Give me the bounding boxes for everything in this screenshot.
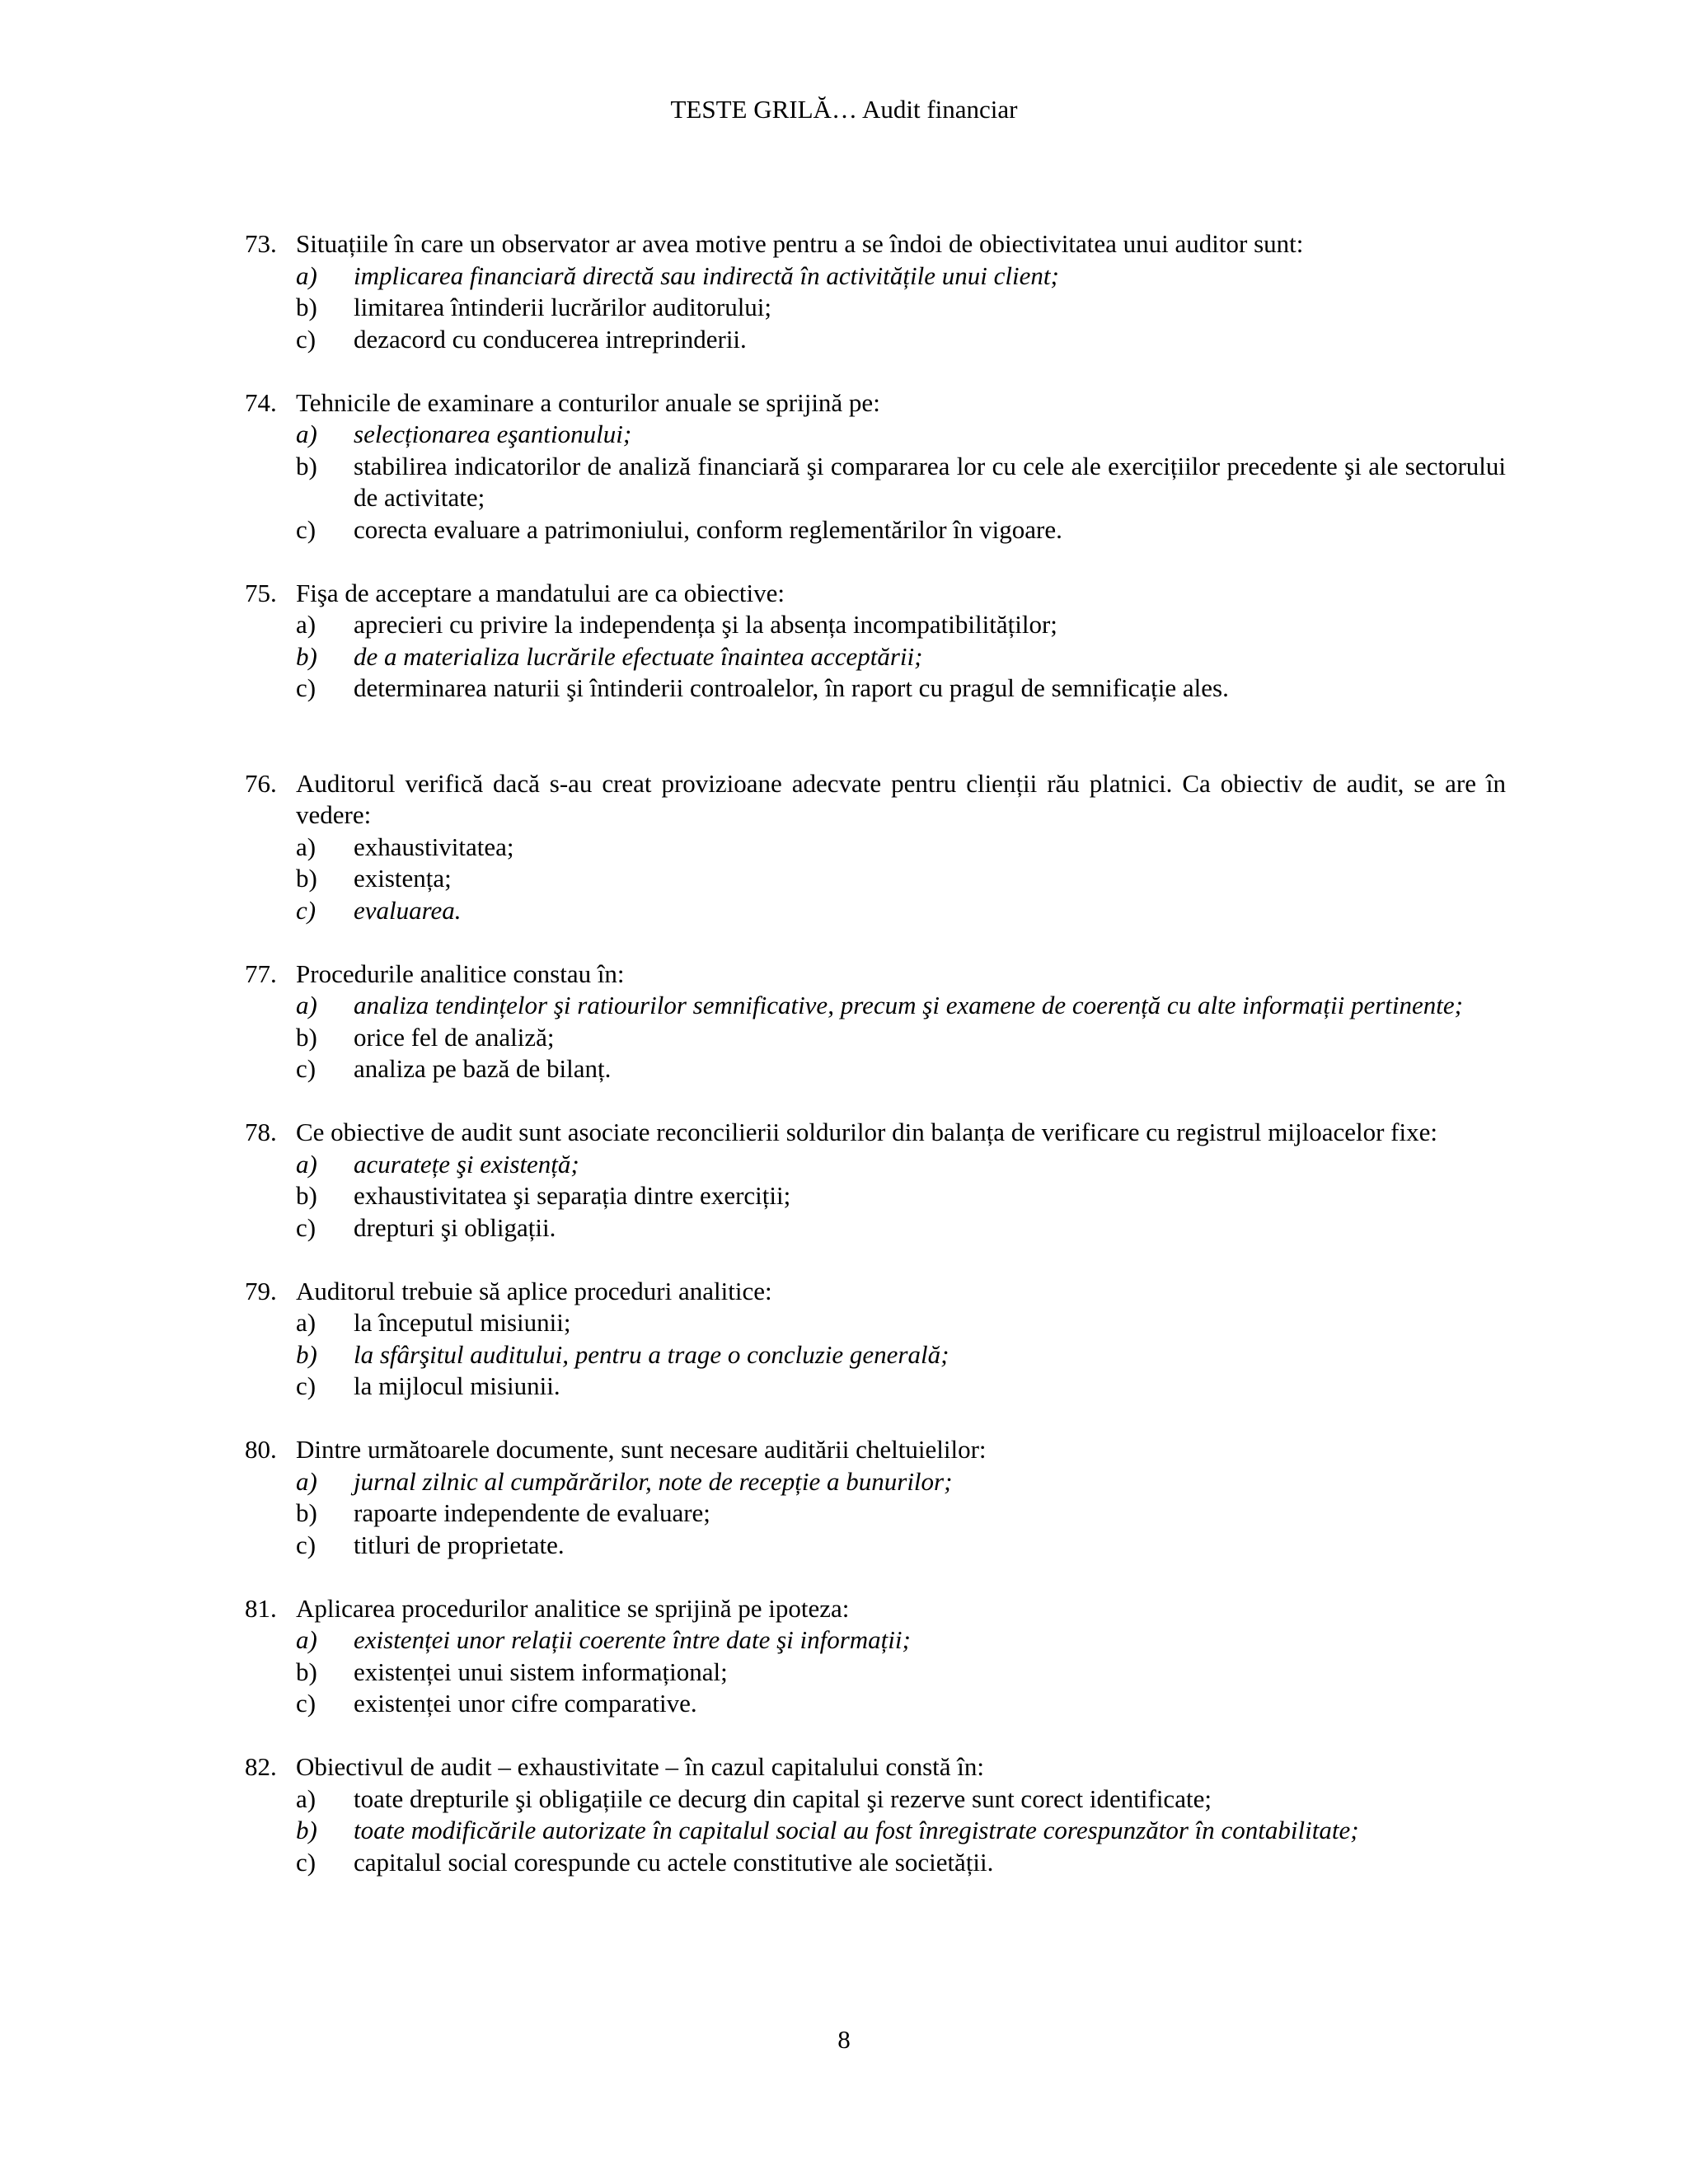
answer-letter: c) bbox=[296, 324, 316, 354]
answer-letter: b) bbox=[296, 641, 317, 671]
answer-letter: b) bbox=[296, 1022, 317, 1052]
question-number: 82. bbox=[245, 1752, 277, 1781]
question-text: Aplicarea procedurilor analitice se sprijină pe ipoteza: bbox=[296, 1593, 850, 1623]
answer-letter: c) bbox=[296, 1530, 316, 1559]
answer-option-correct bbox=[296, 1815, 1506, 1847]
question-text: Procedurile analitice constau în: bbox=[296, 958, 625, 988]
answer-letter: b) bbox=[296, 864, 317, 893]
answer-option bbox=[296, 1657, 1506, 1689]
answer-text: evaluarea. bbox=[354, 895, 462, 925]
answer-text: capitalul social corespunde cu actele constitutive ale societății. bbox=[354, 1847, 994, 1877]
answer-option-correct bbox=[296, 895, 1506, 927]
answer-list bbox=[296, 1149, 1506, 1244]
question-number: 75. bbox=[245, 578, 277, 607]
answer-text: rapoarte independente de evaluare; bbox=[354, 1498, 710, 1527]
answer-option-correct bbox=[296, 1466, 1506, 1498]
question-number: 81. bbox=[245, 1593, 277, 1623]
answer-text: existenței unor relații coerente între date şi informații; bbox=[354, 1625, 911, 1654]
question-row bbox=[245, 228, 1506, 260]
answer-letter: a) bbox=[296, 1308, 316, 1337]
question-number: 76. bbox=[245, 768, 277, 798]
answer-letter: a) bbox=[296, 832, 316, 861]
answer-text: toate drepturile şi obligațiile ce decurg din capital şi rezerve sunt corect identificate; bbox=[354, 1783, 1212, 1813]
answer-letter: c) bbox=[296, 1212, 316, 1242]
answer-letter: b) bbox=[296, 1498, 317, 1527]
answer-letter: c) bbox=[296, 514, 316, 544]
answer-text: jurnal zilnic al cumpărărilor, note de recepție a bunurilor; bbox=[354, 1466, 953, 1496]
answer-option bbox=[296, 1847, 1506, 1879]
answer-option bbox=[296, 863, 1506, 895]
answer-list bbox=[296, 832, 1506, 927]
question-row bbox=[245, 1117, 1506, 1149]
answer-option-correct bbox=[296, 990, 1506, 1022]
answer-letter: a) bbox=[296, 1783, 316, 1813]
answer-text: acuratețe şi existență; bbox=[354, 1149, 579, 1179]
answer-text: la sfârşitul auditului, pentru a trage o concluzie generală; bbox=[354, 1339, 950, 1369]
answer-option bbox=[296, 1307, 1506, 1339]
question-list bbox=[245, 228, 1506, 1910]
answer-option bbox=[296, 1053, 1506, 1085]
question-row bbox=[245, 578, 1506, 610]
answer-letter: c) bbox=[296, 1054, 316, 1083]
question-item bbox=[245, 387, 1506, 546]
question-row bbox=[245, 1593, 1506, 1625]
answer-option bbox=[296, 1783, 1506, 1816]
answer-letter: c) bbox=[296, 1371, 316, 1400]
question-number: 79. bbox=[245, 1276, 277, 1305]
question-number: 80. bbox=[245, 1435, 277, 1464]
answer-option bbox=[296, 451, 1506, 514]
answer-list bbox=[296, 609, 1506, 705]
question-number: 77. bbox=[245, 958, 277, 988]
question-number: 74. bbox=[245, 387, 277, 417]
question-number: 78. bbox=[245, 1118, 277, 1146]
answer-option bbox=[296, 1371, 1506, 1403]
answer-letter: b) bbox=[296, 293, 317, 321]
question-row bbox=[245, 768, 1506, 832]
answer-text: existenței unui sistem informațional; bbox=[354, 1657, 728, 1686]
answer-letter: c) bbox=[296, 895, 316, 925]
answer-letter: a) bbox=[296, 260, 317, 290]
question-text: Auditorul verifică dacă s-au creat provizioane adecvate pentru clienții rău platnici. Ca obiectiv de audit, se are în vedere: bbox=[296, 768, 1506, 829]
answer-text: toate modificările autorizate în capitalul social au fost înregistrate corespunzător în contabilitate; bbox=[354, 1816, 1359, 1844]
question-item bbox=[245, 768, 1506, 927]
answer-option bbox=[296, 1688, 1506, 1720]
answer-option bbox=[296, 673, 1506, 705]
question-item bbox=[245, 1117, 1506, 1244]
answer-option bbox=[296, 514, 1506, 546]
answer-list bbox=[296, 1466, 1506, 1562]
answer-text: limitarea întinderii lucrărilor auditorului; bbox=[354, 293, 772, 321]
answer-option bbox=[296, 324, 1506, 356]
answer-text: exhaustivitatea; bbox=[354, 832, 514, 861]
answer-option bbox=[296, 1530, 1506, 1562]
answer-option bbox=[296, 1180, 1506, 1212]
answer-text: titluri de proprietate. bbox=[354, 1530, 565, 1559]
question-text: Ce obiective de audit sunt asociate reconcilierii soldurilor din balanța de verificare cu registrul mijloacelor fixe: bbox=[296, 1118, 1437, 1146]
answer-text: corecta evaluare a patrimoniului, conform reglementărilor în vigoare. bbox=[354, 514, 1062, 544]
question-row bbox=[245, 1751, 1506, 1783]
question-item bbox=[245, 228, 1506, 355]
question-item bbox=[245, 1434, 1506, 1561]
answer-text: aprecieri cu privire la independența şi la absența incompatibilităților; bbox=[354, 610, 1057, 639]
question-text: Tehnicile de examinare a conturilor anuale se sprijină pe: bbox=[296, 387, 880, 417]
answer-option bbox=[296, 1212, 1506, 1244]
question-text: Obiectivul de audit – exhaustivitate – în cazul capitalului constă în: bbox=[296, 1752, 985, 1781]
answer-list bbox=[296, 990, 1506, 1085]
answer-text: existenței unor cifre comparative. bbox=[354, 1689, 697, 1718]
question-item bbox=[245, 578, 1506, 705]
answer-letter: c) bbox=[296, 1689, 316, 1718]
answer-list bbox=[296, 1783, 1506, 1879]
question-number: 73. bbox=[245, 229, 277, 258]
question-row bbox=[245, 1434, 1506, 1466]
answer-option bbox=[296, 1497, 1506, 1530]
question-row bbox=[245, 387, 1506, 419]
page-number: 8 bbox=[837, 2025, 851, 2054]
question-text: Situațiile în care un observator ar avea motive pentru a se îndoi de obiectivitatea unui auditor sunt: bbox=[296, 229, 1304, 258]
answer-option bbox=[296, 1022, 1506, 1054]
answer-text: la mijlocul misiunii. bbox=[354, 1371, 560, 1400]
answer-letter: c) bbox=[296, 1847, 316, 1877]
answer-letter: b) bbox=[296, 1181, 317, 1210]
answer-letter: a) bbox=[296, 1625, 317, 1654]
answer-text: de a materializa lucrările efectuate înaintea acceptării; bbox=[354, 641, 923, 671]
answer-option bbox=[296, 609, 1506, 641]
answer-text: analiza pe bază de bilanț. bbox=[354, 1054, 612, 1083]
answer-text: drepturi şi obligații. bbox=[354, 1212, 556, 1242]
answer-text: stabilirea indicatorilor de analiză financiară şi compararea lor cu cele ale exercițiilor precedente şi ale sectorului de activitate; bbox=[354, 451, 1506, 512]
answer-letter: a) bbox=[296, 991, 317, 1019]
question-item bbox=[245, 1276, 1506, 1403]
answer-letter: b) bbox=[296, 1339, 317, 1369]
question-item bbox=[245, 958, 1506, 1085]
answer-option-correct bbox=[296, 1339, 1506, 1371]
answer-letter: b) bbox=[296, 1657, 317, 1686]
answer-text: determinarea naturii şi întinderii controalelor, în raport cu pragul de semnificație ales. bbox=[354, 673, 1229, 702]
answer-option bbox=[296, 292, 1506, 324]
answer-list bbox=[296, 419, 1506, 546]
answer-letter: c) bbox=[296, 673, 316, 702]
question-text: Auditorul trebuie să aplice proceduri analitice: bbox=[296, 1276, 772, 1305]
answer-letter: a) bbox=[296, 419, 317, 448]
answer-option-correct bbox=[296, 260, 1506, 293]
answer-text: selecționarea eşantionului; bbox=[354, 419, 632, 448]
question-text: Fişa de acceptare a mandatului are ca obiective: bbox=[296, 578, 785, 607]
answer-option-correct bbox=[296, 1624, 1506, 1657]
answer-letter: a) bbox=[296, 610, 316, 639]
question-item bbox=[245, 1593, 1506, 1720]
answer-option-correct bbox=[296, 641, 1506, 673]
answer-text: orice fel de analiză; bbox=[354, 1022, 555, 1052]
answer-letter: a) bbox=[296, 1466, 317, 1496]
question-text: Dintre următoarele documente, sunt necesare auditării cheltuielilor: bbox=[296, 1435, 987, 1464]
question-item bbox=[245, 1751, 1506, 1878]
answer-text: existența; bbox=[354, 864, 452, 893]
page-header: TESTE GRILĂ… Audit financiar bbox=[670, 95, 1018, 124]
answer-letter: a) bbox=[296, 1149, 317, 1179]
answer-text: analiza tendințelor şi ratiourilor semnificative, precum şi examene de coerență cu alte informații pertinente; bbox=[354, 991, 1463, 1019]
answer-text: la începutul misiunii; bbox=[354, 1308, 571, 1337]
answer-list bbox=[296, 1624, 1506, 1720]
answer-text: dezacord cu conducerea intreprinderii. bbox=[354, 324, 747, 354]
answer-letter: b) bbox=[296, 451, 317, 480]
answer-list bbox=[296, 1307, 1506, 1403]
answer-text: exhaustivitatea şi separația dintre exerciții; bbox=[354, 1181, 791, 1210]
answer-letter: b) bbox=[296, 1816, 317, 1844]
answer-option-correct bbox=[296, 1149, 1506, 1181]
answer-list bbox=[296, 260, 1506, 356]
question-row bbox=[245, 958, 1506, 991]
answer-text: implicarea financiară directă sau indirectă în activitățile unui client; bbox=[354, 260, 1059, 290]
answer-option bbox=[296, 832, 1506, 864]
question-row bbox=[245, 1276, 1506, 1308]
answer-option-correct bbox=[296, 419, 1506, 451]
